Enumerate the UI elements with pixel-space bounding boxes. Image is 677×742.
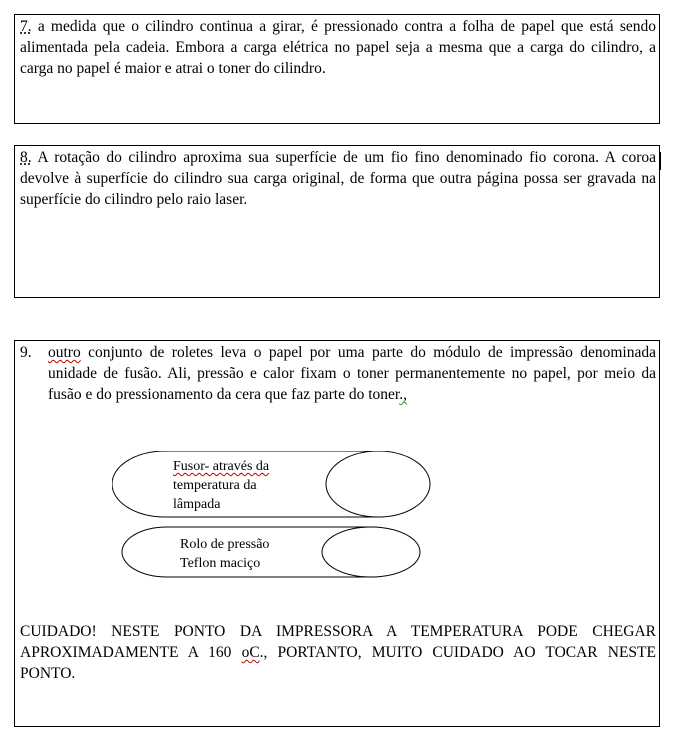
warning-suffix: ., PORTANTO, MUITO CUIDADO AO TOCAR NESTE PONTO. [20, 644, 656, 682]
fuser-label [173, 457, 269, 514]
warning-unit: oC [241, 644, 260, 661]
step-9-number: 9. [20, 344, 32, 361]
step-9-end-punct: ., [399, 386, 407, 403]
warning-text [20, 621, 656, 684]
roller-label-line-2: Teflon maciço [180, 556, 261, 571]
fuser-label-line-3: lâmpada [173, 497, 221, 512]
step-8-text: A rotação do cilindro aproxima sua superfície de um fio fino denominado fio corona. A coroa devolve à superfície do cilindro sua carga original, de forma que outra página possa ser gravada na superfície do cilindro pelo raio laser. [20, 149, 656, 208]
step-7-box [14, 14, 660, 124]
step-9-first-word: outro [48, 344, 81, 361]
fuser-diagram [112, 451, 437, 581]
fuser-diagram-svg [112, 451, 437, 581]
step-9-box [14, 340, 660, 727]
step-8-box [14, 145, 660, 298]
step-9-text [48, 342, 656, 405]
text-cursor [659, 152, 661, 170]
fuser-label-line-1: Fusor- através da [173, 459, 270, 474]
step-7-text: a medida que o cilindro continua a girar, é pressionado contra a folha de papel que está sendo alimentada pela cadeia. Embora a carga elétrica no papel seja a mesma que a carga do cilindro, a carga no papel é maior e atrai o toner do cilindro. [20, 18, 656, 77]
pressure-roller-end [322, 527, 420, 577]
step-8-number: 8. [20, 149, 32, 166]
step-9-body: conjunto de roletes leva o papel por uma parte do módulo de impressão denominada unidade de fusão. Ali, pressão e calor fixam o toner permanentemente no papel, por meio da fusão e do pressionamento da cera que faz parte do toner [48, 344, 656, 403]
fuser-label-line-2: temperatura da [173, 478, 257, 493]
pressure-roller-label [180, 535, 269, 573]
step-7-number: 7. [20, 18, 32, 35]
step-9-item [20, 342, 656, 405]
fuser-roller-end [326, 451, 430, 517]
roller-label-line-1: Rolo de pressão [180, 537, 270, 552]
step-7-paragraph [15, 15, 659, 79]
step-8-paragraph [15, 146, 659, 210]
warning-prefix: CUIDADO! NESTE PONTO DA IMPRESSORA A TEMPERATURA PODE CHEGAR APROXIMADAMENTE A 160 [20, 623, 656, 661]
